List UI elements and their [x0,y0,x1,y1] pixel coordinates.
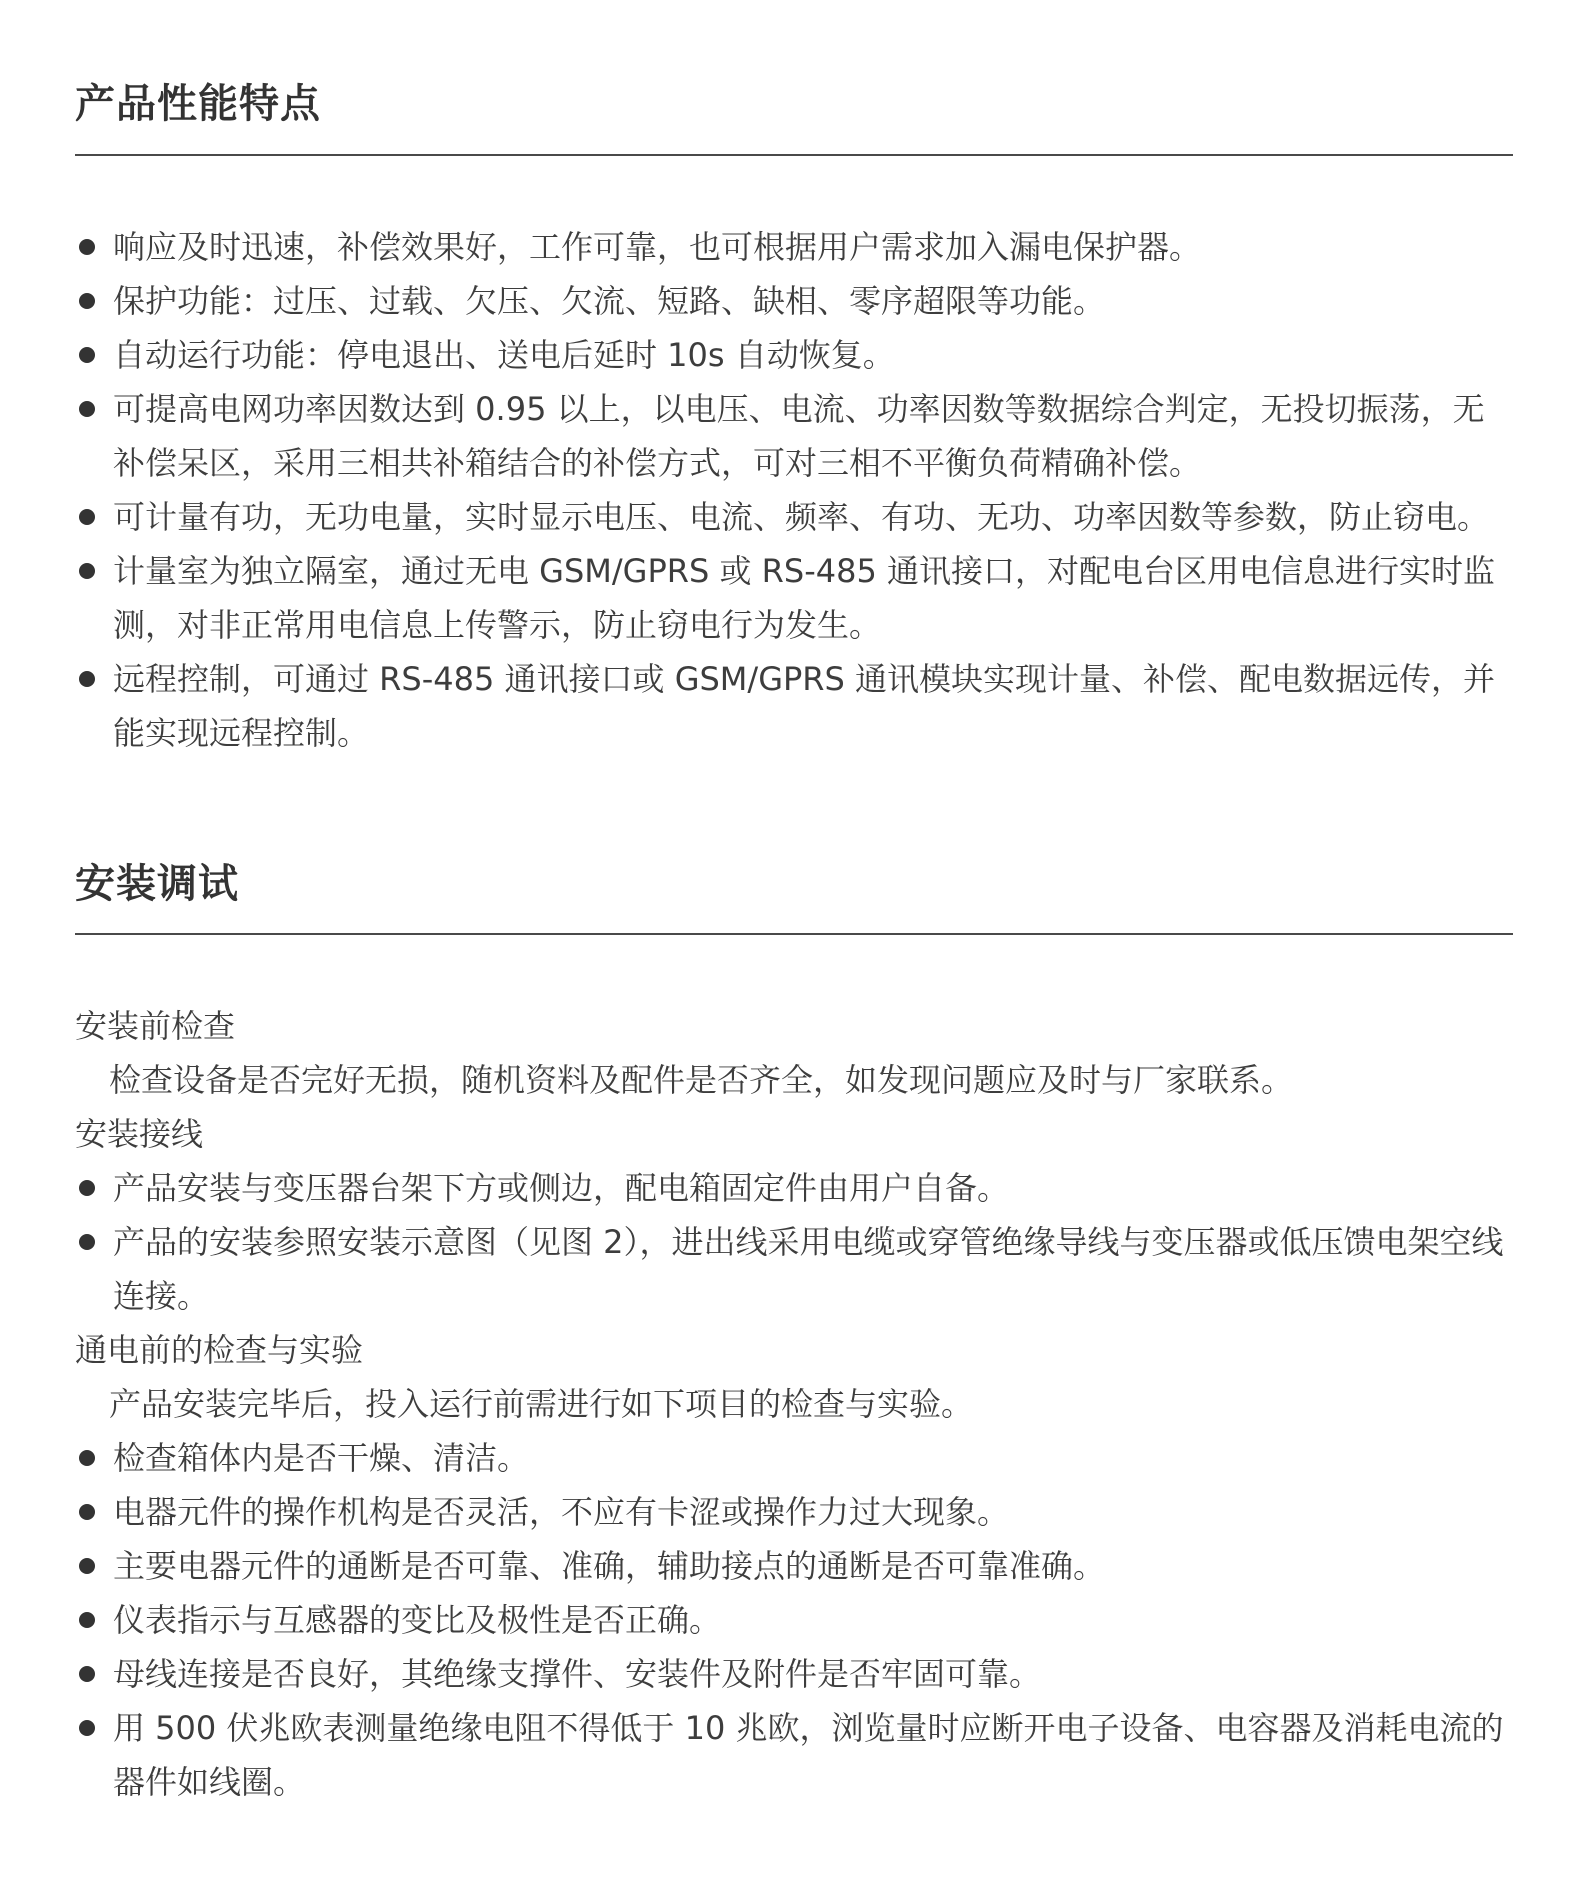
list-item: 用 500 伏兆欧表测量绝缘电阻不得低于 10 兆欧，浏览量时应断开电子设备、电容器及消耗电流的器件如线圈。 [75,1701,1513,1809]
pre-check-heading: 安装前检查 [75,1007,236,1045]
features-list-wrap [75,220,1513,760]
install-section [75,861,1513,907]
bullet-icon [79,293,95,309]
list-item: 保护功能：过压、过载、欠压、欠流、短路、缺相、零序超限等功能。 [75,274,1513,328]
list-item: 检查箱体内是否干燥、清洁。 [75,1431,1513,1485]
features-title: 产品性能特点 [75,81,321,127]
list-item: 电器元件的操作机构是否灵活，不应有卡涩或操作力过大现象。 [75,1485,1513,1539]
bullet-icon [79,1666,95,1682]
list-item: 母线连接是否良好，其绝缘支撑件、安装件及附件是否牢固可靠。 [75,1647,1513,1701]
features-section [75,81,1513,127]
features-list [75,220,1513,760]
bullet-icon [79,563,95,579]
power-check-heading: 通电前的检查与实验 [75,1331,364,1369]
bullet-icon [79,347,95,363]
install-title: 安装调试 [75,861,239,907]
features-divider-wrap [75,154,1513,156]
bullet-icon [79,1558,95,1574]
wiring-list [75,1161,1513,1323]
power-check-text: 产品安装完毕后，投入运行前需进行如下项目的检查与实验。 [109,1385,974,1423]
bullet-icon [79,1450,95,1466]
list-item: 响应及时迅速，补偿效果好，工作可靠，也可根据用户需求加入漏电保护器。 [75,220,1513,274]
list-item: 计量室为独立隔室，通过无电 GSM/GPRS 或 RS-485 通讯接口，对配电台区用电信息进行实时监测，对非正常用电信息上传警示，防止窃电行为发生。 [75,544,1513,652]
install-divider-wrap [75,933,1513,935]
features-divider [75,154,1513,156]
bullet-icon [79,1612,95,1628]
list-item: 仪表指示与互感器的变比及极性是否正确。 [75,1593,1513,1647]
bullet-icon [79,1234,95,1250]
bullet-icon [79,671,95,687]
install-body [75,999,1513,1809]
bullet-icon [79,1720,95,1736]
install-divider [75,933,1513,935]
list-item: 自动运行功能：停电退出、送电后延时 10s 自动恢复。 [75,328,1513,382]
list-item: 可提高电网功率因数达到 0.95 以上，以电压、电流、功率因数等数据综合判定，无投切振荡，无补偿呆区，采用三相共补箱结合的补偿方式，可对三相不平衡负荷精确补偿。 [75,382,1513,490]
pre-check-text: 检查设备是否完好无损，随机资料及配件是否齐全，如发现问题应及时与厂家联系。 [109,1061,1294,1099]
bullet-icon [79,239,95,255]
list-item: 产品安装与变压器台架下方或侧边，配电箱固定件由用户自备。 [75,1161,1513,1215]
bullet-icon [79,509,95,525]
bullet-icon [79,1180,95,1196]
wiring-heading: 安装接线 [75,1115,204,1153]
bullet-icon [79,401,95,417]
list-item: 远程控制，可通过 RS-485 通讯接口或 GSM/GPRS 通讯模块实现计量、补偿、配电数据远传，并能实现远程控制。 [75,652,1513,760]
bullet-icon [79,1504,95,1520]
list-item: 主要电器元件的通断是否可靠、准确，辅助接点的通断是否可靠准确。 [75,1539,1513,1593]
list-item: 产品的安装参照安装示意图（见图 2），进出线采用电缆或穿管绝缘导线与变压器或低压馈电架空线连接。 [75,1215,1513,1323]
list-item: 可计量有功，无功电量，实时显示电压、电流、频率、有功、无功、功率因数等参数，防止窃电。 [75,490,1513,544]
power-check-list [75,1431,1513,1809]
